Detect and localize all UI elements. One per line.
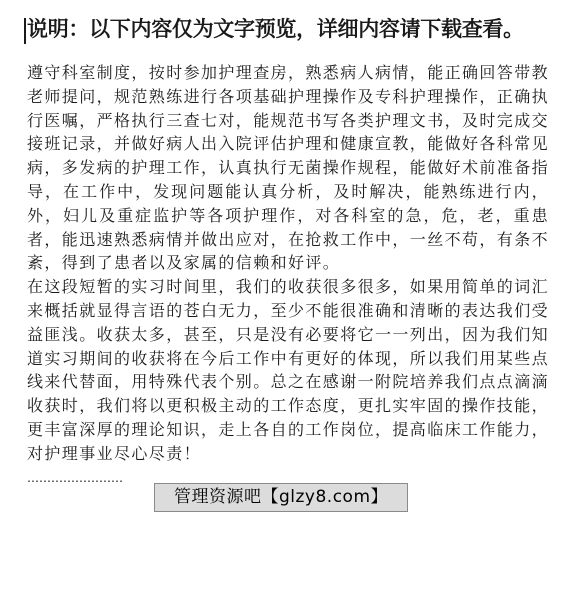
text-cursor [24, 18, 26, 44]
ellipsis-line: …………………… [27, 470, 123, 485]
paragraph-2: 在这段短暂的实习时间里，我们的收获很多很多，如果用简单的词汇来概括就显得言语的苍白无力，至少不能很准确和清晰的表达我们受益匪浅。收获太多，甚至，只是没有必要将它一一列出，因为我们知道实习期间的收获将在今后工作中有更好的体现，所以我们用某些点线来代替面，用特殊代表个别。总之在感谢一附院培养我们点点滴滴收获时，我们将以更积极主动的工作态度，更扎实牢固的操作技能，更丰富深厚的理论知识，走上各自的工作岗位，提高临床工作能力，对护理事业尽心尽责！ [27, 277, 550, 463]
preview-notice: 说明：以下内容仅为文字预览，详细内容请下载查看。 [27, 17, 524, 41]
document-body [27, 61, 549, 490]
watermark-label: 管理资源吧【glzy8.com】 [154, 483, 408, 512]
paragraph-1: 遵守科室制度，按时参加护理查房，熟悉病人病情，能正确回答带教老师提问，规范熟练进行各项基础护理操作及专科护理操作，正确执行医嘱，严格执行三查七对，能规范书写各类护理文书，及时完成交接班记录，并做好病人出入院评估护理和健康宣教，能做好各科常见病，多发病的护理工作，认真执行无菌操作规程，能做好术前准备指导，在工作中，发现问题能认真分析，及时解决，能熟练进行内，外，妇儿及重症监护等各项护理作，对各科室的急，危，老，重患者，能迅速熟悉病情并做出应对，在抢救工作中，一丝不苟，有条不紊，得到了患者以及家属的信赖和好评。 [27, 63, 550, 273]
